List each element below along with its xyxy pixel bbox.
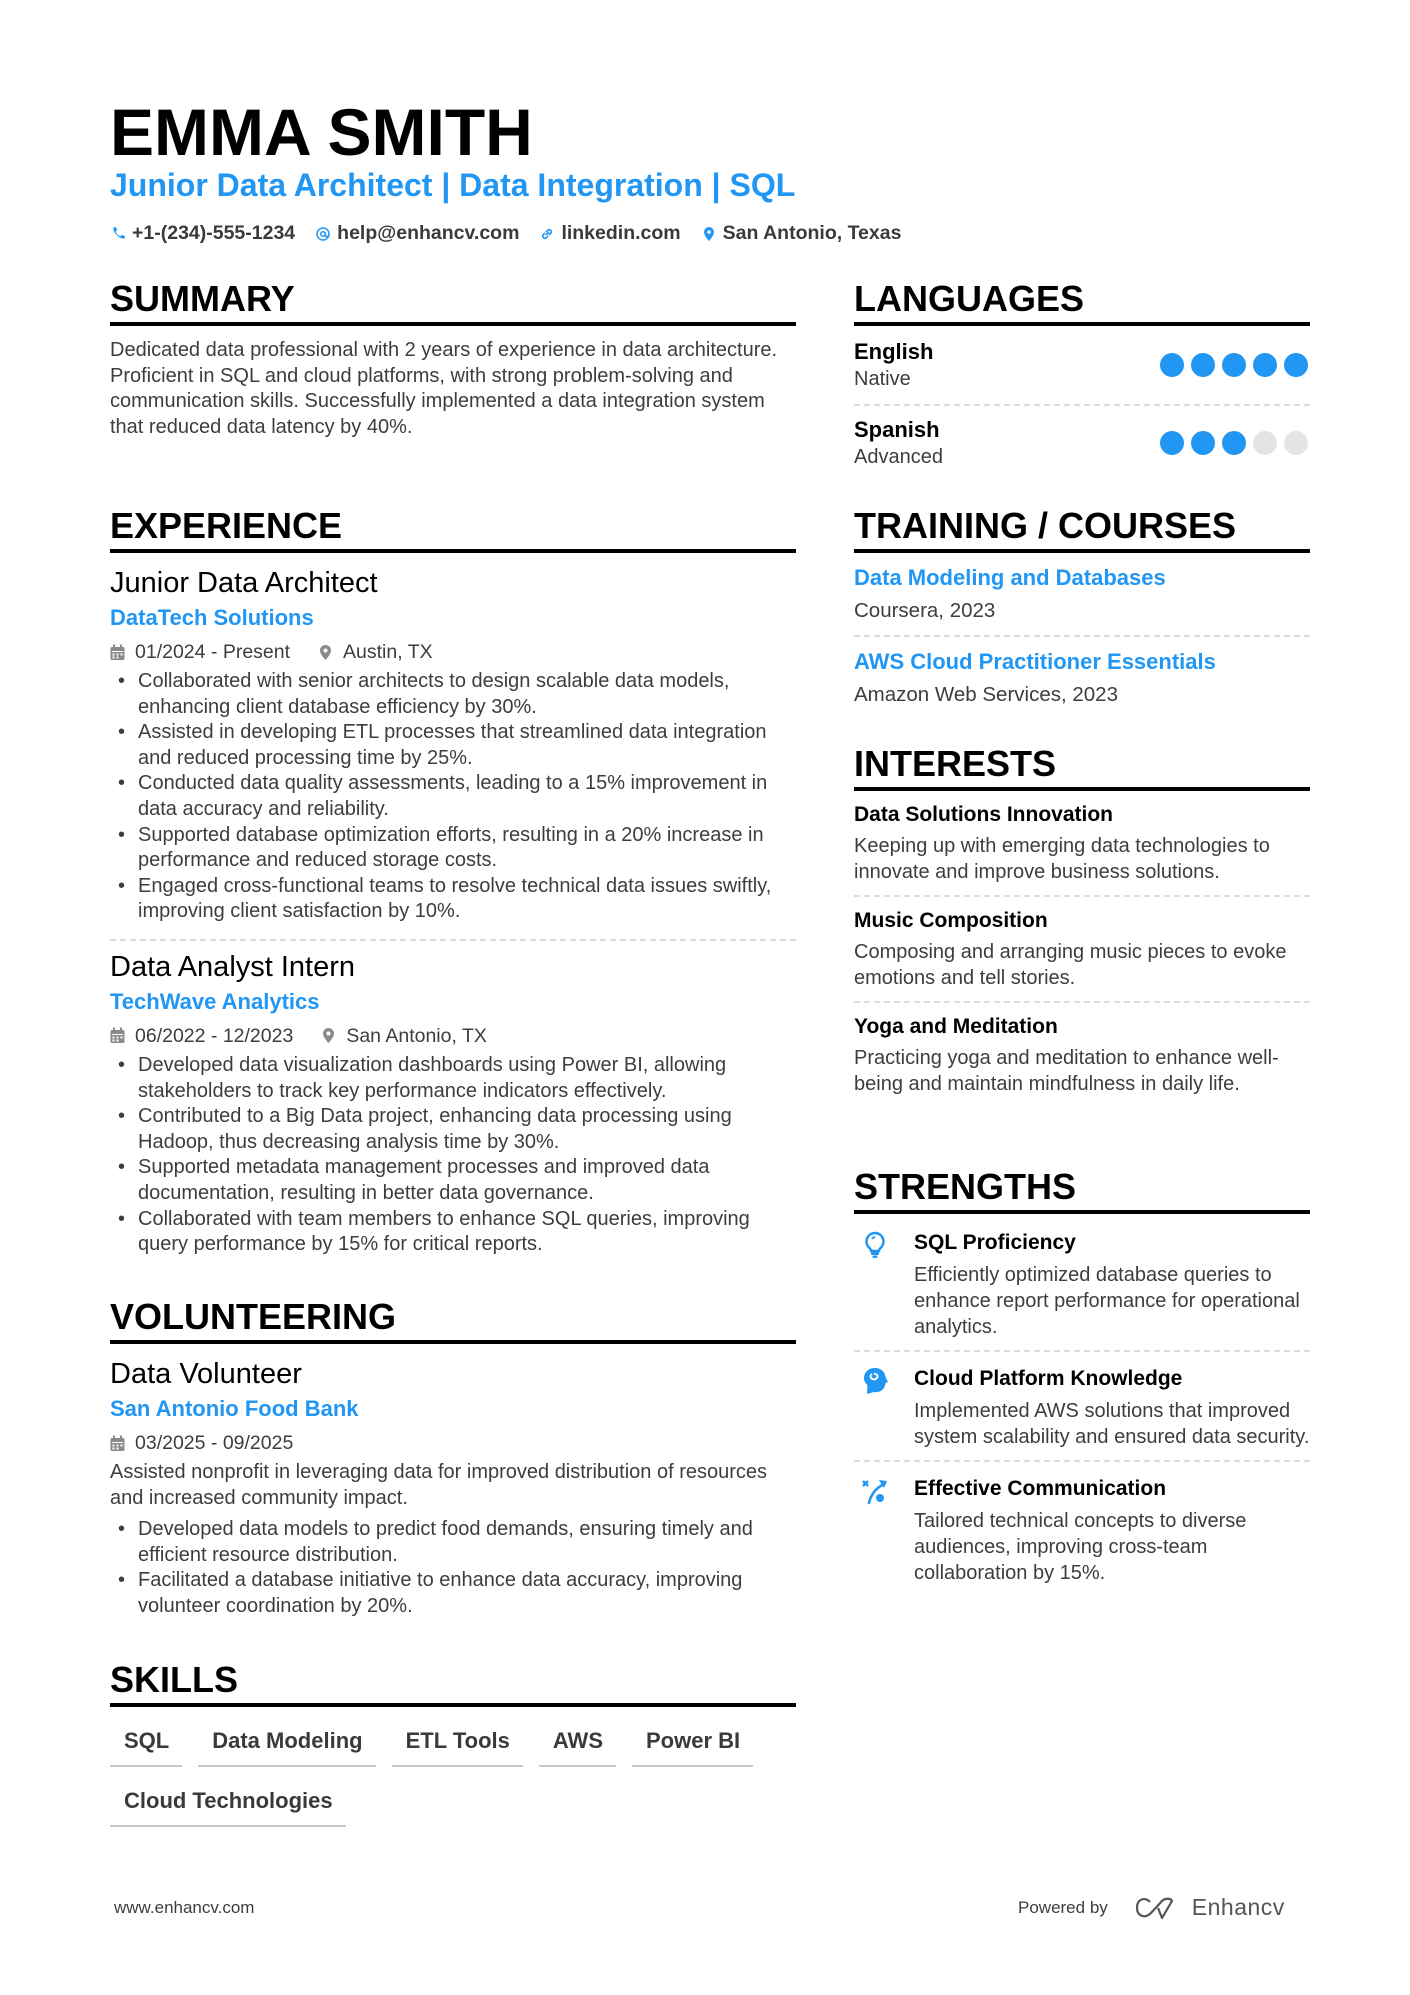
linkedin-text: linkedin.com [561, 222, 681, 244]
skills-heading: SKILLS [110, 1659, 796, 1707]
training-heading: TRAINING / COURSES [854, 505, 1310, 553]
strength-item [854, 1474, 1310, 1586]
course-title[interactable]: AWS Cloud Practitioner Essentials [854, 649, 1216, 674]
interest-desc: Composing and arranging music pieces to evoke emotions and tell stories. [854, 941, 1287, 989]
calendar-icon [110, 644, 125, 661]
candidate-name: EMMA SMITH [110, 95, 533, 169]
volunteer-bullets [110, 1517, 796, 1619]
bullet: • Collaborated with senior architects to design scalable data models, enhancing client database efficiency by 30%. [110, 669, 796, 720]
contact-bar [110, 222, 901, 245]
divider [110, 939, 796, 941]
experience-item [110, 949, 796, 1258]
contact-location [701, 222, 902, 245]
at-icon [315, 226, 331, 242]
job-bullets [110, 669, 796, 925]
phone-text: +1-(234)-555-1234 [132, 222, 296, 244]
dot-empty [1253, 431, 1277, 455]
bullet: • Supported database optimization efforts, resulting in a 20% increase in performance and reduced storage costs. [110, 823, 796, 874]
bullet: • Collaborated with team members to enhance SQL queries, improving query performance by 15% for critical reports. [110, 1207, 796, 1258]
link-icon [539, 226, 555, 242]
strength-desc: Implemented AWS solutions that improved system scalability and ensured data security. [914, 1400, 1310, 1448]
course-item [854, 563, 1310, 625]
interest-title: Data Solutions Innovation [854, 803, 1114, 826]
bullet: • Conducted data quality assessments, leading to a 15% improvement in data accuracy and reliability. [110, 771, 796, 822]
course-provider: Coursera, 2023 [854, 599, 996, 622]
interests-heading: INTERESTS [854, 743, 1310, 791]
job-location: San Antonio, TX [346, 1024, 487, 1047]
interests-section [854, 743, 1310, 1097]
language-name: English [854, 339, 934, 364]
strengths-section [854, 1166, 1310, 1586]
course-provider: Amazon Web Services, 2023 [854, 683, 1118, 706]
language-level: Native [854, 368, 911, 390]
company-name[interactable]: DataTech Solutions [110, 605, 314, 630]
volunteer-org[interactable]: San Antonio Food Bank [110, 1396, 359, 1421]
contact-linkedin[interactable] [539, 222, 680, 245]
powered-by-label: Powered by [1018, 1897, 1108, 1917]
skills-section [110, 1659, 796, 1827]
skill-tag: ETL Tools [392, 1727, 523, 1767]
skill-tag: Data Modeling [198, 1727, 375, 1767]
language-level: Advanced [854, 446, 943, 468]
phone-icon [110, 226, 126, 242]
proficiency-dots [1160, 353, 1308, 377]
bullet: • Developed data visualization dashboards using Power BI, allowing stakeholders to track key performance indicators effectively. [110, 1053, 796, 1104]
strength-title: Effective Communication [914, 1477, 1167, 1500]
job-bullets [110, 1053, 796, 1258]
interest-item [854, 907, 1310, 991]
bullet: • Engaged cross-functional teams to resolve technical data issues swiftly, improving client satisfaction by 10%. [110, 874, 796, 925]
dot-filled [1222, 431, 1246, 455]
strengths-heading: STRENGTHS [854, 1166, 1310, 1214]
head-brain-icon [860, 1366, 890, 1396]
contact-email[interactable] [315, 222, 519, 245]
language-item [854, 332, 1310, 398]
strength-title: Cloud Platform Knowledge [914, 1367, 1183, 1390]
course-title[interactable]: Data Modeling and Databases [854, 565, 1166, 590]
summary-heading: SUMMARY [110, 278, 796, 326]
language-item [854, 410, 1310, 476]
job-dates: 06/2022 - 12/2023 [135, 1024, 294, 1047]
volunteer-role: Data Volunteer [110, 1358, 302, 1390]
summary-text: Dedicated data professional with 2 years of experience in data architecture. Proficient in SQL and cloud platforms, with strong problem-solving and communication skills. Successfully implemented a data integration system that reduced data latency by 40%. [110, 339, 778, 438]
volunteer-meta [110, 1430, 796, 1456]
strength-desc: Efficiently optimized database queries to enhance report performance for operational analytics. [914, 1264, 1300, 1338]
job-meta [110, 1023, 796, 1049]
experience-heading: EXPERIENCE [110, 505, 796, 553]
strength-item [854, 1228, 1310, 1340]
dot-filled [1222, 353, 1246, 377]
footer-branding [1018, 1894, 1285, 1921]
strength-item [854, 1364, 1310, 1450]
proficiency-dots [1160, 431, 1308, 455]
location-text: San Antonio, Texas [722, 222, 902, 244]
skill-tag: AWS [539, 1727, 616, 1767]
lightbulb-icon [860, 1230, 890, 1260]
summary-section [110, 278, 796, 440]
training-section [854, 505, 1310, 709]
interest-desc: Keeping up with emerging data technologies to innovate and improve business solutions. [854, 835, 1270, 883]
company-name[interactable]: TechWave Analytics [110, 988, 320, 1014]
divider [854, 404, 1310, 406]
languages-heading: LANGUAGES [854, 278, 1310, 326]
dot-filled [1191, 431, 1215, 455]
divider [854, 1350, 1310, 1352]
dot-filled [1160, 431, 1184, 455]
contact-phone[interactable] [110, 222, 295, 245]
skill-tag: SQL [110, 1727, 182, 1767]
interest-item [854, 801, 1310, 885]
strength-desc: Tailored technical concepts to diverse audiences, improving cross-team collaboration by 15%. [914, 1510, 1247, 1584]
interest-item [854, 1013, 1310, 1097]
bullet: • Supported metadata management processes and improved data documentation, resulting in better data governance. [110, 1155, 796, 1206]
divider [854, 1460, 1310, 1462]
language-name: Spanish [854, 417, 940, 442]
interest-title: Music Composition [854, 909, 1048, 932]
calendar-icon [110, 1027, 125, 1044]
bullet: • Contributed to a Big Data project, enhancing data processing using Hadoop, thus decreasing analysis time by 30%. [110, 1104, 796, 1155]
dot-filled [1284, 353, 1308, 377]
location-pin-icon [321, 1027, 336, 1044]
divider [854, 895, 1310, 897]
dot-empty [1284, 431, 1308, 455]
volunteering-section [110, 1296, 796, 1620]
volunteer-description: Assisted nonprofit in leveraging data for improved distribution of resources and increased community impact. [110, 1461, 768, 1509]
location-pin-icon [701, 226, 717, 242]
footer-website[interactable]: www.enhancv.com [114, 1898, 255, 1917]
calendar-icon [110, 1435, 125, 1452]
experience-item [110, 565, 796, 925]
bullet: • Facilitated a database initiative to enhance data accuracy, improving volunteer coordination by 20%. [110, 1568, 796, 1619]
strategy-arrow-icon [860, 1476, 890, 1506]
job-dates: 01/2024 - Present [135, 641, 291, 663]
skill-tag: Cloud Technologies [110, 1787, 346, 1827]
dot-filled [1253, 353, 1277, 377]
skill-tag: Power BI [632, 1727, 753, 1767]
job-title: Data Analyst Intern [110, 950, 356, 983]
candidate-title: Junior Data Architect | Data Integration | SQL [110, 167, 796, 203]
job-meta [110, 639, 796, 665]
email-text: help@enhancv.com [337, 222, 520, 244]
strength-title: SQL Proficiency [914, 1231, 1076, 1254]
course-item [854, 647, 1310, 709]
bullet: • Assisted in developing ETL processes that streamlined data integration and reduced processing time by 25%. [110, 720, 796, 771]
location-pin-icon [318, 644, 333, 661]
languages-section [854, 278, 1310, 476]
interest-desc: Practicing yoga and meditation to enhance well-being and maintain mindfulness in daily life. [854, 1047, 1279, 1095]
volunteering-heading: VOLUNTEERING [110, 1296, 796, 1344]
experience-section [110, 505, 796, 1258]
divider [854, 635, 1310, 637]
skills-list [110, 1727, 796, 1827]
enhancv-logo[interactable] [1134, 1894, 1285, 1921]
job-location: Austin, TX [343, 641, 433, 663]
job-title: Junior Data Architect [110, 567, 378, 599]
brand-name: Enhancv [1191, 1894, 1285, 1920]
dot-filled [1160, 353, 1184, 377]
dot-filled [1191, 353, 1215, 377]
enhancv-logo-icon [1134, 1895, 1180, 1921]
divider [854, 1001, 1310, 1003]
interest-title: Yoga and Meditation [854, 1015, 1058, 1038]
volunteer-dates: 03/2025 - 09/2025 [135, 1432, 294, 1454]
bullet: • Developed data models to predict food demands, ensuring timely and efficient resource distribution. [110, 1517, 796, 1568]
